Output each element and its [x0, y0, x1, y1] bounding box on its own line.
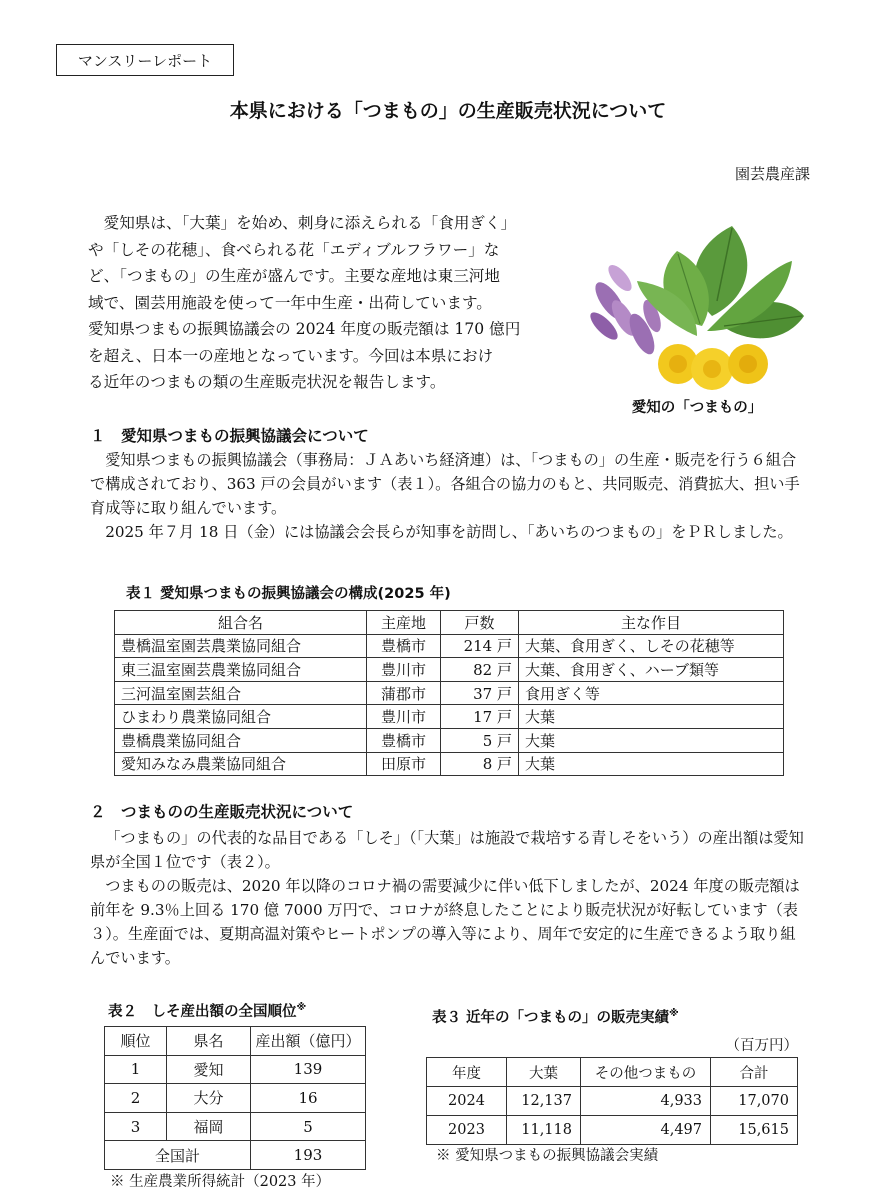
table-row: [115, 681, 784, 705]
table3-caption-wrap: [432, 1006, 679, 1027]
main-area: 豊橋市: [367, 728, 441, 752]
household-count: 17 戸: [441, 705, 519, 729]
intro-line: 愛知県つまもの振興協議会の 2024 年度の販売額は 170 億円: [88, 320, 521, 338]
column-header: 産出額（億円）: [251, 1027, 366, 1056]
column-header: 年度: [427, 1058, 507, 1087]
table-row: [115, 634, 784, 658]
total-label: 全国計: [105, 1141, 251, 1170]
prefecture: 福岡: [167, 1112, 251, 1141]
table-row: [115, 658, 784, 682]
table-row: [105, 1084, 366, 1113]
column-header: 大葉: [507, 1058, 581, 1087]
report-type-tag: マンスリーレポート: [56, 44, 234, 76]
household-count: 8 戸: [441, 752, 519, 776]
table3-unit: （百万円）: [725, 1038, 798, 1054]
fiscal-year: 2023: [427, 1116, 507, 1145]
column-header: 主な作目: [519, 611, 784, 635]
prefecture: 大分: [167, 1084, 251, 1113]
output-value: 16: [251, 1084, 366, 1113]
prefecture: 愛知: [167, 1055, 251, 1084]
main-crops: 大葉: [519, 728, 784, 752]
main-crops: 大葉: [519, 705, 784, 729]
association-name: 豊橋農業協同組合: [115, 728, 367, 752]
photo-caption: 愛知の「つまもの」: [631, 400, 763, 416]
main-crops: 大葉: [519, 752, 784, 776]
table3-caption: 表３ 近年の「つまもの」の販売実績: [432, 1010, 670, 1026]
fiscal-year: 2024: [427, 1087, 507, 1116]
table-total-row: [105, 1141, 366, 1170]
main-crops: 大葉、食用ぎく、ハーブ類等: [519, 658, 784, 682]
total-sales: 15,615: [711, 1116, 798, 1145]
rank: 2: [105, 1084, 167, 1113]
table3-note: ※ 愛知県つまもの振興協議会実績: [436, 1148, 659, 1164]
table2-caption: 表２ しそ産出額の全国順位: [108, 1004, 297, 1020]
table-row: [115, 752, 784, 776]
page-title: 本県における「つまもの」の生産販売状況について: [229, 100, 667, 122]
association-table: [114, 610, 784, 776]
column-header: 戸数: [441, 611, 519, 635]
other-sales: 4,933: [581, 1087, 711, 1116]
table-row: [427, 1116, 798, 1145]
table2-caption-wrap: [108, 1000, 306, 1021]
section2-body: [90, 826, 806, 970]
table-row: [115, 728, 784, 752]
column-header: その他つまもの: [581, 1058, 711, 1087]
rank: 1: [105, 1055, 167, 1084]
table-row: [115, 705, 784, 729]
output-value: 139: [251, 1055, 366, 1084]
tsumamono-photo: [582, 206, 812, 396]
association-name: 豊橋温室園芸農業協同組合: [115, 634, 367, 658]
column-header: 合計: [711, 1058, 798, 1087]
association-name: ひまわり農業協同組合: [115, 705, 367, 729]
section1-body: [90, 448, 806, 544]
association-name: 三河温室園芸組合: [115, 681, 367, 705]
main-area: 豊川市: [367, 658, 441, 682]
table1-caption: 表１ 愛知県つまもの振興協議会の構成(2025 年): [126, 586, 451, 602]
main-crops: 大葉、食用ぎく、しその花穂等: [519, 634, 784, 658]
other-sales: 4,497: [581, 1116, 711, 1145]
column-header: 組合名: [115, 611, 367, 635]
main-area: 田原市: [367, 752, 441, 776]
table-header-row: [105, 1027, 366, 1056]
section2-heading: ２ つまものの生産販売状況について: [90, 803, 354, 821]
table-header-row: [115, 611, 784, 635]
table-row: [427, 1087, 798, 1116]
household-count: 5 戸: [441, 728, 519, 752]
table-row: [105, 1055, 366, 1084]
sales-table: [426, 1057, 798, 1145]
table2-note: ※ 生産農業所得統計（2023 年）: [110, 1174, 331, 1190]
table-row: [105, 1112, 366, 1141]
edible-chrysanthemums: [658, 344, 768, 390]
main-crops: 食用ぎく等: [519, 681, 784, 705]
intro-line: 域で、園芸用施設を使って一年中生産・出荷しています。: [88, 293, 492, 312]
column-header: 順位: [105, 1027, 167, 1056]
table2-note-mark: ※: [296, 1002, 307, 1014]
household-count: 82 戸: [441, 658, 519, 682]
section1-paragraph-1: 愛知県つまもの振興協議会（事務局：ＪＡあいち経済連）は、「つまもの」の生産・販売を行う６組合で構成されており、363 戸の会員がいます（表１）。各組合の協力のもと、共同販売、消費拡大、担い手育成等に取り組んでいます。: [90, 451, 800, 517]
ooba-sales: 12,137: [507, 1087, 581, 1116]
table3-note-mark: ※: [669, 1008, 679, 1020]
column-header: 主産地: [367, 611, 441, 635]
association-name: 東三温室園芸農業協同組合: [115, 658, 367, 682]
section2-paragraph-2: つまものの販売は、2020 年以降のコロナ禍の需要減少に伴い低下しましたが、2024 年度の販売額は前年を 9.3％上回る 170 億 7000 万円で、コロナが終息したことにより販売状況が好転しています（表３）。生産面では、夏期高温対策やヒートポンプの導入等により、周年で安定的に生産できるよう取り組んでいます。: [90, 877, 800, 967]
intro-line: 愛知県は、「大葉」を始め、刺身に添えられる「食用ぎく」: [88, 214, 517, 232]
column-header: 県名: [167, 1027, 251, 1056]
department-name: 園芸農産課: [734, 165, 810, 183]
household-count: 214 戸: [441, 634, 519, 658]
association-name: 愛知みなみ農業協同組合: [115, 752, 367, 776]
main-area: 豊川市: [367, 705, 441, 729]
intro-line: ど、「つまもの」の生産が盛んです。主要な産地は東三河地: [88, 267, 500, 285]
section1-paragraph-2: 2025 年７月 18 日（金）には協議会会長らが知事を訪問し、「あいちのつまもの」をＰＲしました。: [105, 523, 793, 541]
main-area: 豊橋市: [367, 634, 441, 658]
main-area: 蒲郡市: [367, 681, 441, 705]
household-count: 37 戸: [441, 681, 519, 705]
table-header-row: [427, 1058, 798, 1087]
intro-line: や「しその花穂」、食べられる花「エディブルフラワー」な: [88, 240, 500, 259]
intro-line: る近年のつまもの類の生産販売状況を報告します。: [88, 373, 446, 391]
output-value: 5: [251, 1112, 366, 1141]
shiso-ranking-table: [104, 1026, 366, 1170]
total-value: 193: [251, 1141, 366, 1170]
rank: 3: [105, 1112, 167, 1141]
intro-line: を超え、日本一の産地となっています。今回は本県におけ: [88, 346, 494, 365]
total-sales: 17,070: [711, 1087, 798, 1116]
section1-heading: １ 愛知県つまもの振興協議会について: [90, 427, 369, 445]
ooba-sales: 11,118: [507, 1116, 581, 1145]
section2-paragraph-1: 「つまもの」の代表的な品目である「しそ」（「大葉」は施設で栽培する青しそをいう）の産出額は愛知県が全国１位です（表２）。: [90, 829, 804, 871]
intro-paragraph: [88, 210, 576, 396]
